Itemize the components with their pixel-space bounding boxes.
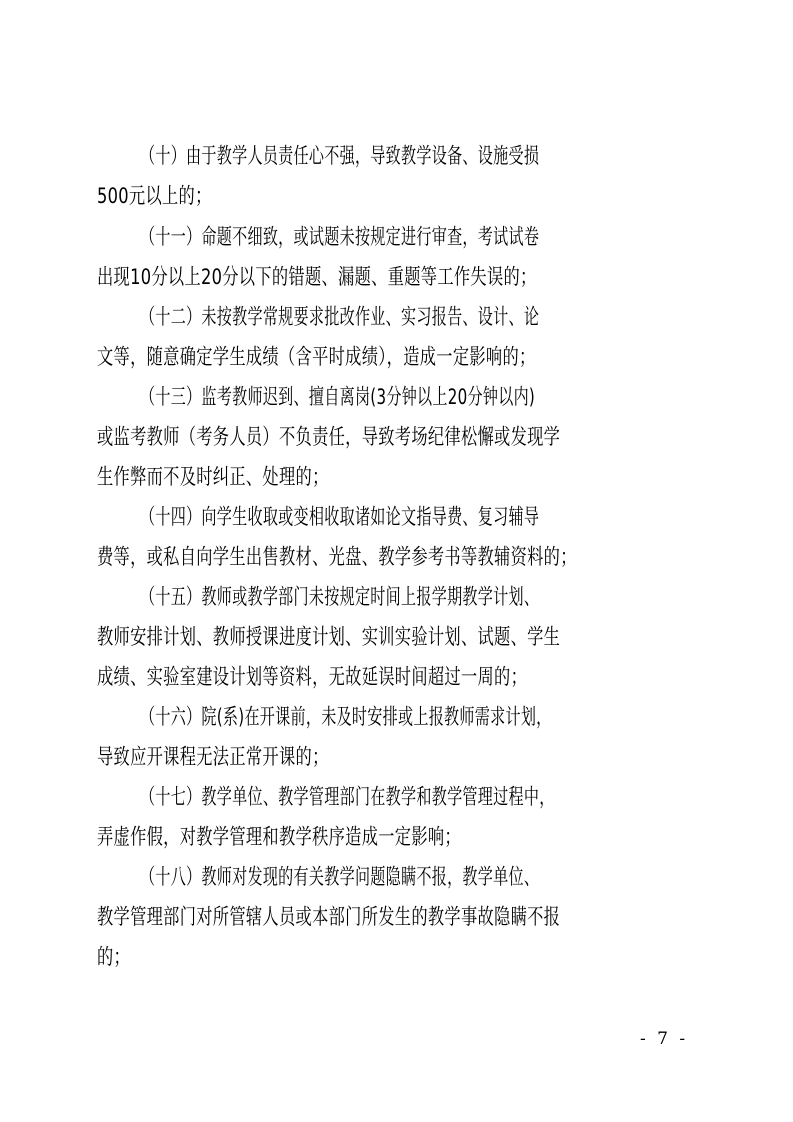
item-11-line-2	[0, 263, 793, 293]
item-15-line-1	[0, 583, 793, 613]
item-17-line-2	[0, 823, 793, 853]
item-12-line-1	[0, 303, 793, 333]
text-line: （十六）院(系)在开课前，未及时安排或上报教师需求计划，	[140, 705, 552, 730]
text-line: 导致应开课程无法正常开课的；	[97, 745, 329, 770]
text-line: 费等，或私自向学生出售教材、光盘、教学参考书等教辅资料的；	[97, 545, 577, 570]
text-line: （十一）命题不细致，或试题未按规定进行审查，考试试卷	[140, 225, 540, 250]
item-17-line-1	[0, 783, 793, 813]
item-16-line-2	[0, 743, 793, 773]
text-line: 或监考教师（考务人员）不负责任，导致考场纪律松懈或发现学	[97, 425, 561, 450]
text-line: （十八）教师对发现的有关教学问题隐瞒不报，教学单位、	[140, 865, 540, 890]
item-15-line-3	[0, 663, 793, 693]
text-line: （十七）教学单位、教学管理部门在教学和教学管理过程中，	[140, 785, 555, 810]
text-line: 500元以上的；	[97, 184, 212, 209]
text-line: （十三）监考教师迟到、擅自离岗(3分钟以上20分钟以内)	[140, 385, 536, 410]
text-line: 的；	[97, 945, 131, 970]
text-line: 文等，随意确定学生成绩（含平时成绩），造成一定影响的；	[97, 345, 536, 370]
text-line: 成绩、实验室建设计划等资料，无故延误时间超过一周的；	[97, 665, 528, 690]
item-11-line-1	[0, 223, 793, 253]
text-line: （十五）教师或教学部门未按规定时间上报学期教学计划、	[140, 585, 540, 610]
text-line: （十四）向学生收取或变相收取诸如论文指导费、复习辅导	[140, 505, 540, 530]
item-16-line-1	[0, 703, 793, 733]
item-13-line-1	[0, 383, 793, 413]
item-13-line-2	[0, 423, 793, 453]
text-line: （十二）未按教学常规要求批改作业、实习报告、设计、论	[140, 305, 540, 330]
text-line: 生作弊而不及时纠正、处理的；	[97, 465, 329, 490]
item-18-line-1	[0, 863, 793, 893]
item-18-line-2	[0, 903, 793, 933]
text-line: 教学管理部门对所管辖人员或本部门所发生的教学事故隐瞒不报	[97, 905, 561, 930]
item-13-line-3	[0, 463, 793, 493]
page-number: - 7 -	[640, 1029, 689, 1049]
item-14-line-2	[0, 543, 793, 573]
item-10-line-1	[0, 142, 793, 172]
item-15-line-2	[0, 623, 793, 653]
item-10-line-2	[0, 182, 793, 212]
text-line: 教师安排计划、教师授课进度计划、实训实验计划、试题、学生	[97, 625, 561, 650]
text-line: 出现10分以上20分以下的错题、漏题、重题等工作失误的；	[97, 265, 537, 290]
item-18-line-3	[0, 943, 793, 973]
item-14-line-1	[0, 503, 793, 533]
item-12-line-2	[0, 343, 793, 373]
text-line: 弄虚作假，对教学管理和教学秩序造成一定影响；	[97, 825, 461, 850]
text-line: （十）由于教学人员责任心不强，导致教学设备、设施受损	[140, 144, 540, 169]
